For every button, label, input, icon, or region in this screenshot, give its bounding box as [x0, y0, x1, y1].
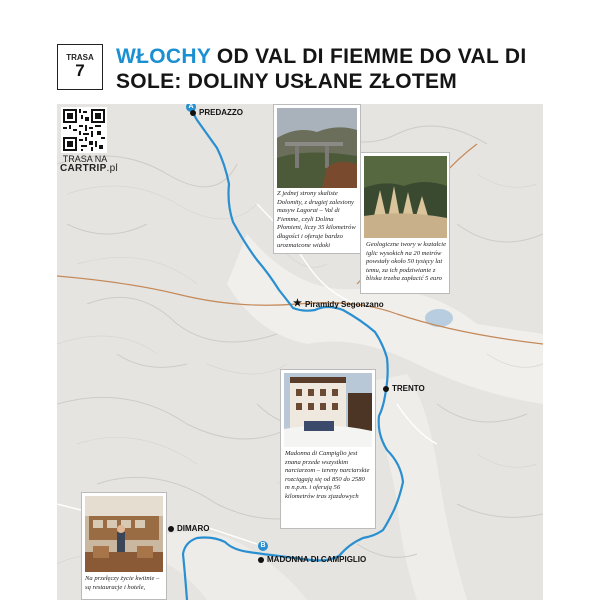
route-number: 7 — [75, 61, 85, 80]
place-trento[interactable] — [383, 384, 425, 393]
photo-dimaro-restaurant — [85, 496, 163, 572]
cartrip-logo: CARTRIP.pl — [60, 163, 119, 174]
place-dot-icon — [383, 386, 389, 392]
info-card-dimaro — [81, 492, 167, 600]
caption-madonna: Madonna di Campiglio jest znana przede wszystkim narciarzom – tereny narciarskie rozciągają się od 850 do 2580 m n.p.m. i oferują 56 kilometrów tras zjazdowych — [285, 450, 370, 500]
qr-code-icon — [63, 109, 105, 151]
place-label: MADONNA DI CAMPIGLIO — [267, 555, 367, 564]
title-text: OD VAL DI FIEMME DO VAL DI SOLE: DOLINY USŁANE ZŁOTEM — [116, 45, 527, 93]
caption-dimaro: Na przełęczy życie kwitnie – są restauracje i hotele, — [85, 575, 160, 591]
place-dot-icon — [258, 557, 264, 563]
qr-caption-text: TRASA NA — [62, 154, 108, 164]
photo-fiemme-bridge — [277, 108, 357, 188]
info-card-fiemme — [273, 104, 361, 254]
route-waypoint-marker-b[interactable]: B — [258, 541, 268, 551]
info-card-madonna — [280, 369, 376, 529]
caption-fiemme: Z jednej strony skaliste Dolomity, z drugiej zalesiony masyw Lagorai – Val di Fiemme, czyli Dolina Płomieni, liczy 35 kilometrów długości i oferuje bardzo urozmaicone widoki — [277, 190, 356, 249]
qr-caption — [60, 154, 119, 174]
title-country: WŁOCHY — [116, 45, 211, 68]
route-label: TRASA — [66, 53, 94, 62]
caption-piramidy: Geologiczne twory w kształcie iglic wysokich na 20 metrów powstały około 50 tysięcy lat temu, za ich podziwianie z bliska trzeba zapłacić 5 euro — [366, 241, 447, 283]
place-label: PREDAZZO — [199, 108, 243, 117]
route-map[interactable] — [57, 104, 543, 600]
route-number-box — [57, 44, 103, 90]
place-label: TRENTO — [392, 384, 425, 393]
place-madonna-di-campiglio[interactable] — [258, 555, 366, 564]
place-predazzo[interactable] — [190, 108, 243, 117]
place-piramidy-segonzano[interactable] — [293, 299, 384, 309]
star-icon: ★ — [293, 298, 302, 309]
place-label: Piramidy Segonzano — [304, 299, 384, 309]
page-title — [116, 44, 556, 94]
place-dimaro[interactable] — [168, 524, 209, 533]
info-card-piramidy — [360, 152, 450, 294]
place-dot-icon — [190, 110, 196, 116]
photo-piramidy — [364, 156, 447, 238]
place-label: DIMARO — [177, 524, 210, 533]
route-start-marker[interactable]: A — [186, 104, 196, 112]
qr-code[interactable] — [61, 107, 107, 153]
place-dot-icon — [168, 526, 174, 532]
photo-madonna-hotel — [284, 373, 372, 447]
